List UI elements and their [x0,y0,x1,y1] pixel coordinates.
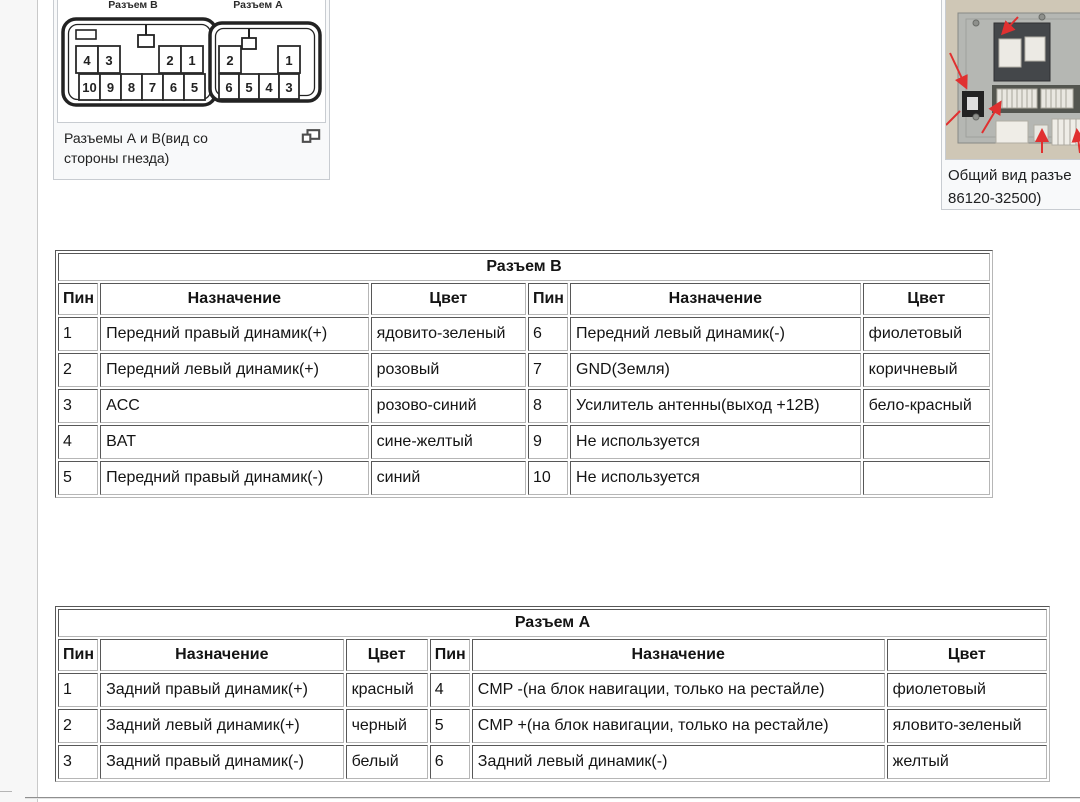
pinout-table-a [55,606,1050,782]
enlarge-icon[interactable] [301,129,321,143]
function-cell: Не используется [570,461,861,495]
color-cell: белый [346,745,428,779]
color-cell [863,461,990,495]
color-cell [863,425,990,459]
column-header: Назначение [570,283,861,315]
unit-photo-caption [945,160,1080,210]
table-row [58,317,990,351]
pin-cell: 5 [58,461,98,495]
color-cell: сине-желтый [371,425,526,459]
figure-connectors-diagram [53,0,330,180]
function-cell: CMP +(на блок навигации, только на рестайле) [472,709,885,743]
left-edge-dash [0,791,12,792]
pin-cell: 3 [58,745,98,779]
bottom-divider-highlight [25,798,1080,799]
color-cell: синий [371,461,526,495]
unit-photo-caption-line1: Общий вид разъе [948,167,1072,184]
column-header: Пин [58,639,98,671]
function-cell: Задний правый динамик(+) [100,673,343,707]
function-cell: GND(Земля) [570,353,861,387]
connector-b-label: Разъем B [108,0,158,11]
function-cell: Передний левый динамик(-) [570,317,861,351]
color-cell: ядовито-зеленый [371,317,526,351]
connectors-diagram-svg [58,0,325,122]
column-header: Цвет [887,639,1047,671]
color-cell: коричневый [863,353,990,387]
color-cell: красный [346,673,428,707]
column-header: Пин [58,283,98,315]
column-header: Пин [430,639,470,671]
column-header: Назначение [472,639,885,671]
pin-number: 5 [190,80,199,95]
color-cell: черный [346,709,428,743]
pinout-table-b [55,250,993,498]
unit-photo-caption-line2: 86120-32500) [948,190,1042,207]
header-row [58,639,1047,671]
connector-a-label: Разъем A [233,0,283,11]
function-cell: Задний левый динамик(+) [100,709,343,743]
color-cell: яловито-зеленый [887,709,1047,743]
function-cell: BAT [100,425,369,459]
color-cell: фиолетовый [887,673,1047,707]
column-header: Назначение [100,283,369,315]
pin-number: 8 [127,80,136,95]
pin-number: 3 [105,53,113,68]
pin-cell: 2 [58,709,98,743]
column-header: Цвет [371,283,526,315]
pin-cell: 3 [58,389,98,423]
pin-number: 2 [166,53,174,68]
enlarge-icon-svg [301,129,321,143]
pin-number: 1 [285,53,293,68]
page-left-margin [0,0,37,802]
column-header: Цвет [346,639,428,671]
pin-cell: 6 [528,317,568,351]
pin-cell: 1 [58,673,98,707]
table-row [58,745,1047,779]
title-row [58,609,1047,637]
pin-number: 5 [245,80,253,95]
pin-number: 6 [169,80,178,95]
connectors-diagram-caption [57,123,326,168]
table-row [58,673,1047,707]
function-cell: Не используется [570,425,861,459]
color-cell: фиолетовый [863,317,990,351]
pin-cell: 5 [430,709,470,743]
function-cell: Задний правый динамик(-) [100,745,343,779]
pin-cell: 7 [528,353,568,387]
color-cell: бело-красный [863,389,990,423]
function-cell: Передний правый динамик(-) [100,461,369,495]
pin-number: 10 [82,80,97,95]
function-cell: ACC [100,389,369,423]
pin-number: 2 [226,53,234,68]
column-header: Цвет [863,283,990,315]
unit-photo-image[interactable] [945,0,1080,160]
pin-cell: 1 [58,317,98,351]
column-header: Назначение [100,639,343,671]
figure-caption-text: Разъемы А и В(вид со стороны гнезда) [64,130,208,166]
content-left-border [37,0,38,802]
color-cell: розово-синий [371,389,526,423]
pin-number: 9 [106,80,115,95]
column-header: Пин [528,283,568,315]
table-row [58,461,990,495]
function-cell: CMP -(на блок навигации, только на рестайле) [472,673,885,707]
table-title: Разъем B [58,253,990,281]
pin-cell: 4 [430,673,470,707]
table-row [58,709,1047,743]
title-row [58,253,990,281]
pin-cell: 10 [528,461,568,495]
color-cell: желтый [887,745,1047,779]
table-row [58,353,990,387]
function-cell: Усилитель антенны(выход +12В) [570,389,861,423]
pin-number: 4 [265,80,273,95]
function-cell: Передний правый динамик(+) [100,317,369,351]
connectors-diagram-image[interactable] [57,0,326,123]
header-row [58,283,990,315]
pin-number: 3 [285,80,293,95]
pin-cell: 6 [430,745,470,779]
color-cell: розовый [371,353,526,387]
table-row [58,389,990,423]
pin-cell: 9 [528,425,568,459]
unit-photo-svg [946,0,1080,159]
pin-number: 4 [83,53,91,68]
pin-cell: 2 [58,353,98,387]
pin-cell: 4 [58,425,98,459]
function-cell: Передний левый динамик(+) [100,353,369,387]
table-row [58,425,990,459]
pin-number: 1 [188,53,196,68]
table-title: Разъем A [58,609,1047,637]
pin-number: 7 [148,80,157,95]
function-cell: Задний левый динамик(-) [472,745,885,779]
figure-unit-photo [941,0,1080,210]
pin-cell: 8 [528,389,568,423]
pin-number: 6 [225,80,233,95]
